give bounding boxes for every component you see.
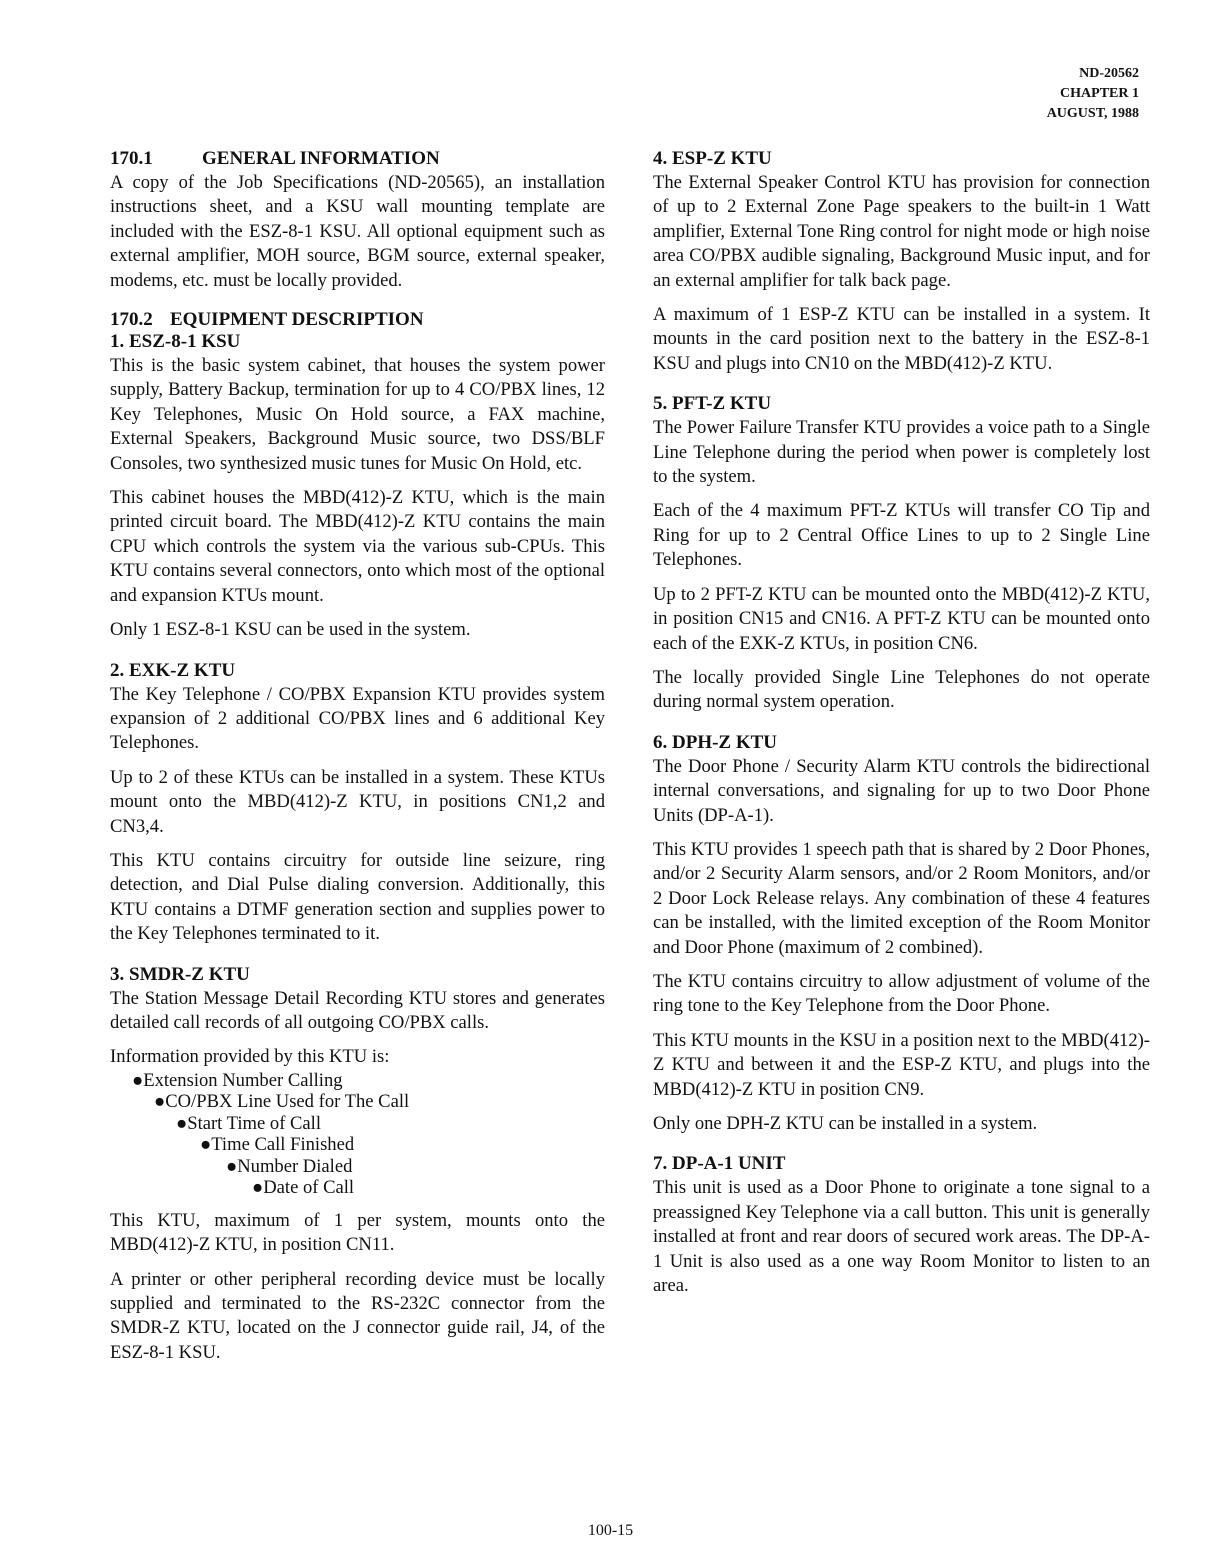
paragraph: A maximum of 1 ESP-Z KTU can be installed in a system. It mounts in the card position next to the battery in the ESZ-8-1 KSU and plugs into CN10 on the MBD(412)-Z KTU.	[653, 304, 1150, 374]
paragraph: Up to 2 PFT-Z KTU can be mounted onto the MBD(412)-Z KTU, in position CN15 and CN16. A PFT-Z KTU can be mounted onto each of the EXK-Z KTUs, in position CN6.	[653, 583, 1150, 654]
section-title: EQUIPMENT DESCRIPTION	[170, 309, 424, 331]
list-item: ●CO/PBX Line Used for The Call	[154, 1091, 410, 1113]
paragraph: Each of the 4 maximum PFT-Z KTUs will transfer CO Tip and Ring for up to 2 Central Office Lines to up to 2 Single Line Telephones.	[653, 500, 1150, 571]
paragraph: This KTU provides 1 speech path that is shared by 2 Door Phones, and/or 2 Security Alarm sensors, and/or 2 Room Monitors, and/or 2 Door Lock Release relays. Any combination of these 4 features can be installed, with the limited exception of the Room Monitor and Door Phone (maximum of 2 combined).	[653, 838, 1150, 958]
bullet-list	[110, 1070, 605, 1199]
paragraph: The Power Failure Transfer KTU provides a voice path to a Single Line Telephone during the period when power is completely lost to the system.	[653, 417, 1150, 488]
paragraph: The External Speaker Control KTU has provision for connection of up to 2 External Zone Page speakers to the built-in 1 Watt amplifier, External Tone Ring control for night mode or high noise area CO/PBX audible signaling, Background Music input, and for an external amplifier for talk back page.	[653, 172, 1150, 291]
paragraph: This unit is used as a Door Phone to originate a tone signal to a preassigned Key Telephone via a call button. This unit is generally installed at front and rear doors of secured work areas. The DP-A-1 Unit is also used as a one way Room Monitor to listen to an area.	[653, 1177, 1150, 1297]
paragraph: Information provided by this KTU is:	[110, 1046, 390, 1068]
document-number: ND-20562	[1079, 66, 1139, 81]
item-1-heading: 1. ESZ-8-1 KSU	[110, 331, 241, 353]
paragraph: This KTU, maximum of 1 per system, mounts onto the MBD(412)-Z KTU, in position CN11.	[110, 1209, 605, 1256]
item-7-heading: 7. DP-A-1 UNIT	[653, 1153, 786, 1175]
chapter-label: CHAPTER 1	[1060, 86, 1139, 101]
paragraph: The Station Message Detail Recording KTU stores and generates detailed call records of all outgoing CO/PBX calls.	[110, 987, 605, 1033]
paragraph: Only 1 ESZ-8-1 KSU can be used in the system.	[110, 619, 471, 641]
section-number: 170.2	[110, 309, 153, 331]
section-170-2-heading	[110, 309, 605, 331]
paragraph: This is the basic system cabinet, that houses the system power supply, Battery Backup, termination for up to 4 CO/PBX lines, 12 Key Telephones, Music On Hold source, a FAX machine, External Speakers, Background Music source, two DSS/BLF Consoles, two synthesized music tunes for Music On Hold, etc.	[110, 355, 605, 474]
list-item: ●Date of Call	[252, 1177, 355, 1199]
section-170-1-heading	[110, 148, 605, 170]
paragraph: The Key Telephone / CO/PBX Expansion KTU provides system expansion of 2 additional CO/PBX lines and 6 additional Key Telephones.	[110, 683, 605, 754]
paragraph: This KTU contains circuitry for outside line seizure, ring detection, and Dial Pulse dialing conversion. Additionally, this KTU contains a DTMF generation section and supplies power to the Key Telephones terminated to it.	[110, 849, 605, 945]
list-item: ●Time Call Finished	[200, 1134, 355, 1156]
section-number: 170.1	[110, 148, 153, 169]
paragraph: A copy of the Job Specifications (ND-20565), an installation instructions sheet, and a KSU wall mounting template are included with the ESZ-8-1 KSU. All optional equipment such as external amplifier, MOH source, BGM source, external speaker, modems, etc. must be locally provided.	[110, 172, 605, 291]
paragraph: Only one DPH-Z KTU can be installed in a system.	[653, 1113, 1038, 1134]
item-2-heading: 2. EXK-Z KTU	[110, 659, 236, 681]
page-number: 100-15	[587, 1522, 634, 1539]
paragraph: This cabinet houses the MBD(412)-Z KTU, which is the main printed circuit board. The MBD(412)-Z KTU contains the main CPU which controls the system via the various sub-CPUs. This KTU contains several connectors, onto which most of the optional and expansion KTUs mount.	[110, 487, 605, 606]
date-label: AUGUST, 1988	[1046, 106, 1139, 121]
page-header	[1047, 64, 1139, 124]
item-6-heading: 6. DPH-Z KTU	[653, 731, 778, 753]
right-column	[653, 148, 1150, 1308]
list-item: ●Start Time of Call	[176, 1112, 322, 1134]
item-4-heading: 4. ESP-Z KTU	[653, 148, 772, 169]
paragraph: Up to 2 of these KTUs can be installed in a system. These KTUs mount onto the MBD(412)-Z KTU, in positions CN1,2 and CN3,4.	[110, 766, 605, 837]
item-3-heading: 3. SMDR-Z KTU	[110, 963, 250, 985]
paragraph: The KTU contains circuitry to allow adjustment of volume of the ring tone to the Key Telephone from the Door Phone.	[653, 970, 1150, 1017]
section-title: GENERAL INFORMATION	[202, 148, 440, 169]
paragraph: This KTU mounts in the KSU in a position next to the MBD(412)-Z KTU and between it and the ESP-Z KTU, and plugs into the MBD(412)-Z KTU in position CN9.	[653, 1029, 1150, 1100]
item-5-heading: 5. PFT-Z KTU	[653, 393, 772, 415]
paragraph: A printer or other peripheral recording device must be locally supplied and terminated to the RS-232C connector from the SMDR-Z KTU, located on the J connector guide rail, J4, of the ESZ-8-1 KSU.	[110, 1268, 605, 1363]
paragraph: The locally provided Single Line Telephones do not operate during normal system operation.	[653, 666, 1150, 713]
paragraph: The Door Phone / Security Alarm KTU controls the bidirectional internal conversations, and signaling for up to two Door Phone Units (DP-A-1).	[653, 755, 1150, 826]
list-item: ●Number Dialed	[226, 1155, 353, 1177]
left-column	[110, 148, 605, 1375]
list-item: ●Extension Number Calling	[132, 1069, 343, 1091]
